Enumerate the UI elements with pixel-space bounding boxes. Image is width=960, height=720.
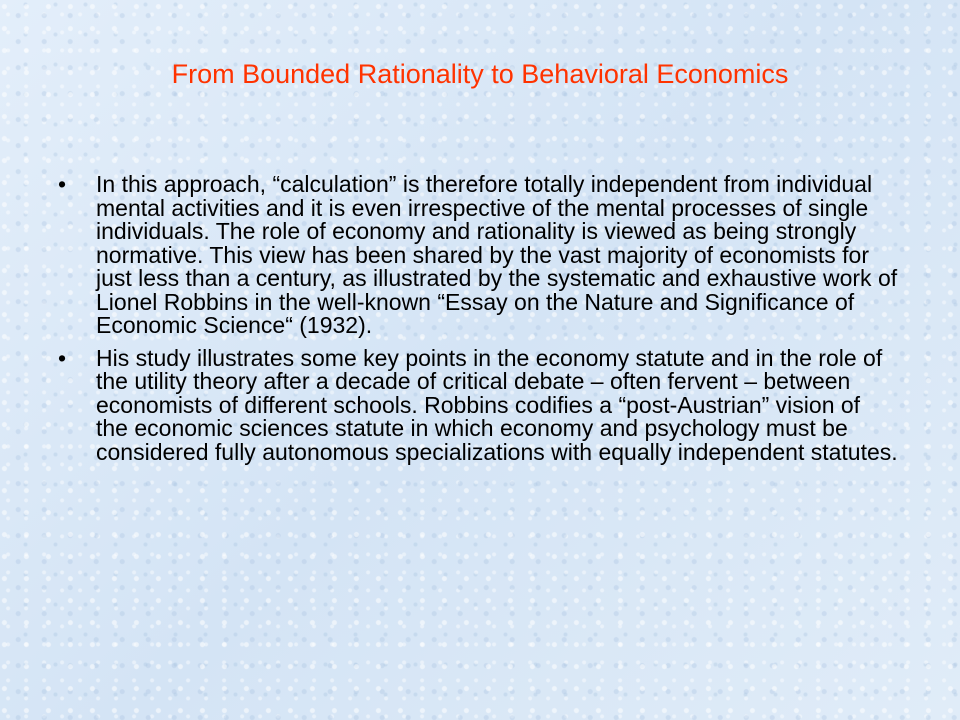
bullet-marker: • bbox=[58, 344, 67, 371]
bullet-item bbox=[58, 173, 898, 338]
bullet-item bbox=[58, 344, 898, 465]
bullet-marker: • bbox=[58, 171, 67, 197]
bullet-list bbox=[58, 173, 898, 473]
bullet-text: His study illustrates some key points in the economy statute and in the role of the utility theory after a decade of critical debate – often fervent – between economists of different schools. Robbins codifies a “post-Austrian” vision of the economic sciences statute in which economy and psychology must be considered fully autonomous specializations with equally independent statutes. bbox=[96, 344, 898, 465]
bullet-text: In this approach, “calculation” is therefore totally independent from individual mental activities and it is even irrespective of the mental processes of single individuals. The role of economy and rationality is viewed as being strongly normative. This view has been shared by the vast majority of economists for just less than a century, as illustrated by the systematic and exhaustive work of Lionel Robbins in the well-known “Essay on the Nature and Significance of Economic Science“ (1932). bbox=[96, 171, 898, 338]
slide-title: From Bounded Rationality to Behavioral Economics bbox=[171, 59, 789, 89]
